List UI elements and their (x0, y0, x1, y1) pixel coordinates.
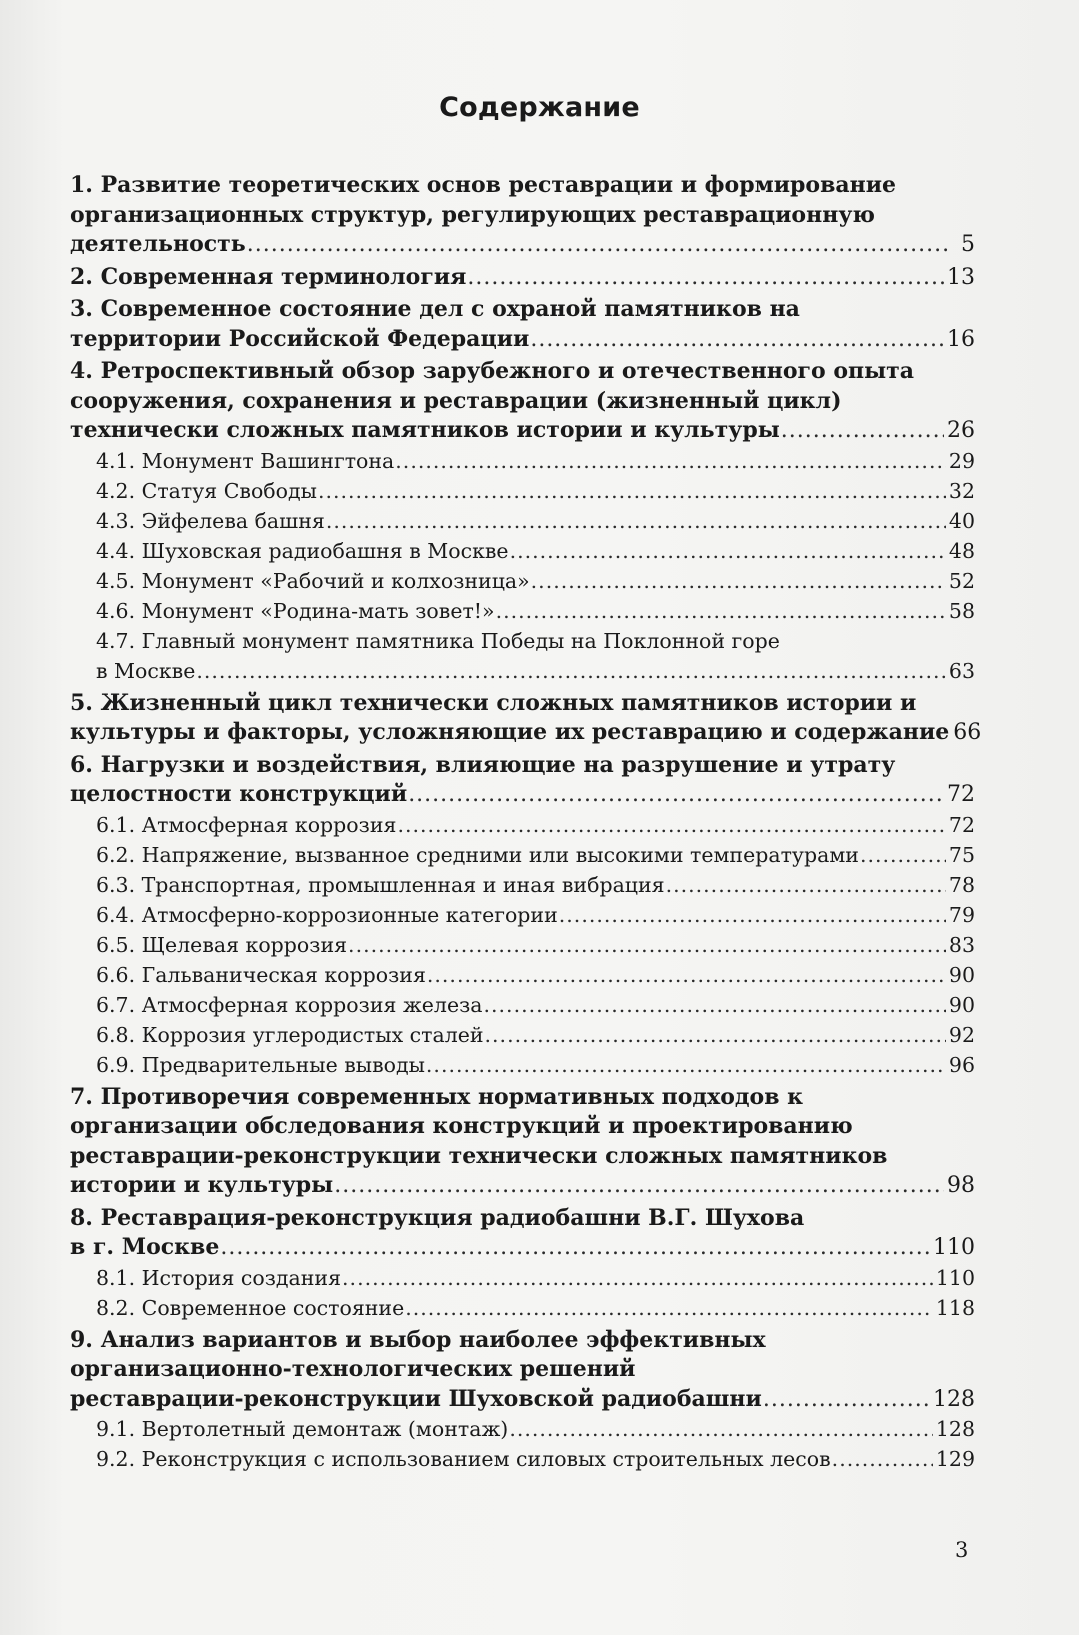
dot-leader (397, 810, 945, 840)
toc-entry (70, 1050, 975, 1080)
toc-entry-last-line (96, 990, 975, 1020)
toc-entry-last-line (70, 230, 975, 260)
dot-leader (509, 1414, 933, 1444)
toc-entry (70, 1414, 975, 1444)
toc-entry-text: целостности конструкций (70, 781, 408, 807)
toc-entry-last-line (96, 900, 975, 930)
toc-entry-text: 6.7. Атмосферная коррозия железа (96, 992, 483, 1017)
toc-entry-text: 4.3. Эйфелева башня (96, 508, 325, 533)
toc-entry (70, 263, 975, 293)
toc-entry-text: 6.3. Транспортная, промышленная и иная вибрация (96, 872, 665, 897)
toc-entry-text: 6.6. Гальваническая коррозия (96, 962, 426, 987)
toc-entry-page: 29 (948, 448, 975, 473)
toc-entry-last-line (96, 596, 975, 626)
toc-entry (70, 626, 975, 686)
dot-leader (426, 1050, 946, 1080)
toc-entry-last-line (96, 870, 975, 900)
toc-entry-text: территории Российской Федерации (70, 325, 530, 352)
toc-entry-text: 4.2. Статуя Свободы (96, 478, 317, 503)
toc-entry-text: 2. Современная терминология (70, 263, 467, 290)
toc-entry-text: 6.1. Атмосферная коррозия (96, 812, 397, 837)
dot-leader (559, 900, 946, 930)
toc-entry-line: организационных структур, регулирующих реставрационную (70, 201, 875, 228)
toc-entry-page: 129 (935, 1447, 975, 1471)
toc-entry-page: 32 (948, 478, 975, 503)
toc-entry-last-line (96, 476, 975, 506)
toc-entry (70, 506, 975, 536)
dot-leader (395, 446, 946, 476)
dot-leader (196, 656, 946, 686)
dot-leader (860, 840, 946, 870)
toc-entry-line: 3. Современное состояние дел с охраной памятников на (70, 296, 800, 322)
toc-entry (70, 1204, 975, 1263)
toc-entry (70, 566, 975, 596)
toc-entry-text: реставрации-реконструкции Шуховской радиобашни (70, 1385, 762, 1412)
toc-entry (70, 1293, 975, 1323)
toc-entry-page: 128 (933, 1386, 975, 1412)
toc-entry-last-line (96, 1293, 975, 1323)
dot-leader (530, 325, 944, 355)
toc-entry-last-line (70, 1385, 975, 1415)
dot-leader (334, 1171, 944, 1201)
toc-entry-text: культуры и факторы, усложняющие их реставрацию и содержание (70, 719, 950, 745)
dot-leader (318, 476, 946, 506)
toc-entry (70, 476, 975, 506)
toc-entry (70, 689, 982, 748)
toc-entry-text: 6.5. Щелевая коррозия (96, 932, 348, 957)
dot-leader (326, 506, 946, 536)
toc-entry (70, 536, 975, 566)
toc-entry (70, 870, 975, 900)
toc-entry-last-line (96, 1020, 975, 1050)
toc-entry-page: 90 (948, 992, 975, 1017)
dot-leader (405, 1293, 933, 1323)
toc-entry (70, 751, 975, 810)
toc-entry (70, 171, 975, 260)
page-title: Содержание (439, 92, 640, 123)
toc-entry-text: 9.1. Вертолетный демонтаж (монтаж) (96, 1417, 509, 1441)
toc-entry-page: 48 (948, 538, 975, 563)
toc-entry-last-line (96, 810, 975, 840)
toc-entry-page: 96 (948, 1052, 975, 1077)
toc-entry-text: деятельность (70, 231, 246, 257)
toc-entry-line: 7. Противоречия современных нормативных подходов к (70, 1083, 804, 1110)
toc-entry-page: 72 (947, 782, 975, 807)
toc-entry-last-line (96, 446, 975, 476)
toc-entry-text: 9.2. Реконструкция с использованием силовых строительных лесов (96, 1447, 831, 1471)
toc-entry (70, 960, 975, 990)
toc-entry-page: 63 (948, 658, 975, 683)
dot-leader (247, 230, 950, 260)
toc-entry-last-line (70, 1233, 975, 1263)
dot-leader (781, 416, 944, 446)
toc-entry-page: 90 (948, 962, 975, 987)
toc-entry (70, 930, 975, 960)
toc-entry-text: 6.2. Напряжение, вызванное средними или высокими температурами (96, 842, 859, 867)
toc-entry (70, 840, 975, 870)
dot-leader (832, 1444, 933, 1474)
toc-entry-line: организации обследования конструкций и проектированию (70, 1113, 853, 1139)
toc-entry-last-line (70, 416, 975, 446)
toc-entry-last-line (70, 780, 975, 810)
toc-entry (70, 900, 975, 930)
toc-entry (70, 1444, 975, 1474)
toc-entry-last-line (96, 1414, 975, 1444)
dot-leader (342, 1263, 933, 1293)
toc-entry-text: технически сложных памятников истории и культуры (70, 417, 780, 443)
toc-entry-line: 4.7. Главный монумент памятника Победы на Поклонной горе (96, 628, 780, 653)
toc-entry-page: 75 (948, 842, 975, 867)
toc-entry-page: 128 (935, 1417, 975, 1441)
toc-entry-text: 4.5. Монумент «Рабочий и колхозница» (96, 568, 530, 593)
dot-leader (666, 870, 946, 900)
toc-entry-page: 66 (953, 720, 982, 745)
toc-entry-line: организационно-технологических решений (70, 1356, 636, 1382)
toc-entry-text: в г. Москве (70, 1234, 220, 1260)
toc-entry (70, 446, 975, 476)
dot-leader (408, 780, 944, 810)
toc-entry-line: 4. Ретроспективный обзор зарубежного и отечественного опыта (70, 358, 915, 384)
toc-entry-page: 78 (948, 872, 975, 897)
toc-entry-line: 9. Анализ вариантов и выбор наиболее эффективных (70, 1326, 766, 1353)
toc-entry (70, 810, 975, 840)
toc-entry-last-line (96, 536, 975, 566)
dot-leader (220, 1233, 930, 1263)
dot-leader (531, 566, 946, 596)
toc-entry-line: сооружения, сохранения и реставрации (жизненный цикл) (70, 387, 842, 414)
toc-entry-page: 52 (948, 568, 975, 593)
toc-entry (70, 1263, 975, 1293)
toc-entry-page: 110 (935, 1265, 975, 1290)
toc-entry-page: 118 (935, 1295, 975, 1320)
toc-entry-last-line (96, 840, 975, 870)
toc-entry (70, 1083, 975, 1201)
toc-entry-last-line (96, 960, 975, 990)
toc-entry-line: 6. Нагрузки и воздействия, влияющие на разрушение и утрату (70, 751, 896, 778)
toc-entry-last-line (70, 1171, 975, 1201)
toc-entry (70, 357, 975, 446)
toc-entry-page: 16 (947, 326, 975, 352)
dot-leader (510, 536, 946, 566)
toc-entry-line: 5. Жизненный цикл технически сложных памятников истории и (70, 689, 917, 716)
toc-entry-line: 8. Реставрация-реконструкция радиобашни В.Г. Шухова (70, 1204, 805, 1231)
toc-entry-last-line (96, 1050, 975, 1080)
table-of-contents (70, 171, 982, 1474)
toc-entry-page: 92 (948, 1022, 975, 1047)
toc-entry-text: 8.2. Современное состояние (96, 1295, 405, 1320)
toc-entry-last-line (70, 263, 975, 293)
dot-leader (467, 263, 944, 293)
dot-leader (763, 1385, 930, 1415)
toc-entry-page: 58 (948, 598, 975, 623)
toc-entry-last-line (96, 506, 975, 536)
toc-entry-page: 26 (947, 418, 975, 443)
dot-leader (496, 596, 946, 626)
toc-entry-last-line (96, 1263, 975, 1293)
toc-entry (70, 295, 975, 354)
toc-entry-text: 6.8. Коррозия углеродистых сталей (96, 1022, 484, 1047)
toc-entry-last-line (70, 718, 982, 748)
toc-entry-page: 13 (947, 264, 975, 290)
dot-leader (484, 990, 946, 1020)
toc-entry (70, 1326, 975, 1415)
toc-entry-last-line (70, 325, 975, 355)
toc-entry-last-line (96, 930, 975, 960)
toc-entry (70, 1020, 975, 1050)
toc-entry-text: 6.4. Атмосферно-коррозионные категории (96, 902, 558, 927)
toc-entry-last-line (96, 1444, 975, 1474)
toc-entry-text: 4.1. Монумент Вашингтона (96, 448, 395, 473)
toc-entry-page: 40 (948, 508, 975, 533)
toc-entry-line: реставрации-реконструкции технически сложных памятников (70, 1142, 888, 1169)
toc-entry-last-line (96, 566, 975, 596)
dot-leader (348, 930, 946, 960)
toc-entry-page: 83 (948, 932, 975, 957)
dot-leader (485, 1020, 946, 1050)
page-number: 3 (955, 1538, 969, 1562)
dot-leader (427, 960, 946, 990)
toc-entry-text: истории и культуры (70, 1172, 334, 1198)
toc-entry-last-line (96, 656, 975, 686)
toc-entry-text: 6.9. Предварительные выводы (96, 1052, 425, 1077)
toc-entry-page: 72 (948, 812, 975, 837)
toc-entry-text: в Москве (96, 658, 196, 683)
toc-entry-text: 4.6. Монумент «Родина-мать зовет!» (96, 598, 495, 623)
toc-entry-text: 4.4. Шуховская радиобашня в Москве (96, 538, 509, 563)
toc-entry-text: 8.1. История создания (96, 1265, 342, 1290)
toc-entry (70, 990, 975, 1020)
toc-entry (70, 596, 975, 626)
toc-entry-page: 5 (961, 232, 975, 257)
toc-entry-line: 1. Развитие теоретических основ реставрации и формирование (70, 172, 897, 198)
toc-entry-page: 98 (947, 1173, 975, 1198)
toc-entry-page: 110 (933, 1235, 975, 1260)
toc-entry-page: 79 (948, 902, 975, 927)
